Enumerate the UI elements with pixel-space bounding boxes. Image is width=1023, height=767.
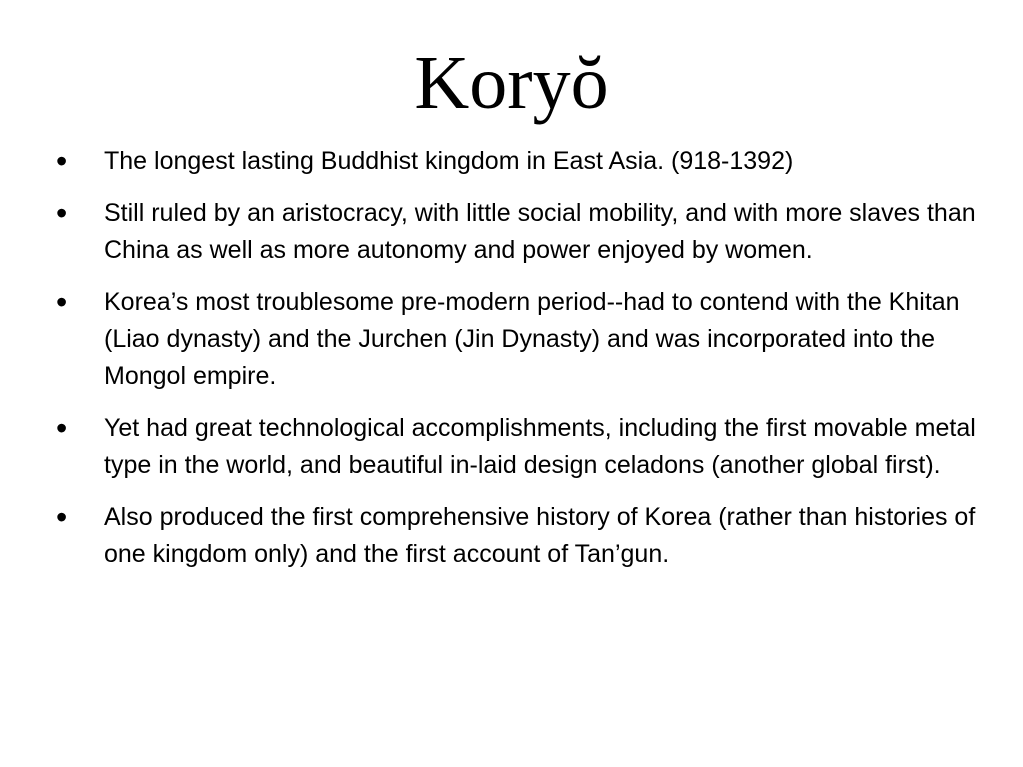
- bullet-text: The longest lasting Buddhist kingdom in East Asia. (918-1392): [104, 147, 794, 175]
- slide-title: Koryŏ: [414, 41, 609, 125]
- bullet-icon: •: [56, 143, 68, 179]
- bullet-list: [56, 143, 991, 588]
- bullet-item: [56, 143, 991, 180]
- bullet-item: [56, 499, 991, 573]
- bullet-icon: •: [56, 410, 68, 446]
- bullet-text: Korea’s most troublesome pre-modern period--had to contend with the Khitan (Liao dynasty) and the Jurchen (Jin Dynasty) and was incorporated into the Mongol empire.: [104, 288, 960, 390]
- bullet-text: Yet had great technological accomplishments, including the first movable metal type in the world, and beautiful in-laid design celadons (another global first).: [104, 414, 976, 479]
- bullet-item: [56, 284, 991, 395]
- bullet-text: Also produced the first comprehensive history of Korea (rather than histories of one kingdom only) and the first account of Tan’gun.: [104, 503, 976, 568]
- bullet-text: Still ruled by an aristocracy, with little social mobility, and with more slaves than China as well as more autonomy and power enjoyed by women.: [104, 199, 976, 264]
- bullet-icon: •: [56, 284, 68, 320]
- bullet-icon: •: [56, 499, 68, 535]
- bullet-item: [56, 410, 991, 484]
- bullet-icon: •: [56, 195, 68, 231]
- bullet-item: [56, 195, 991, 269]
